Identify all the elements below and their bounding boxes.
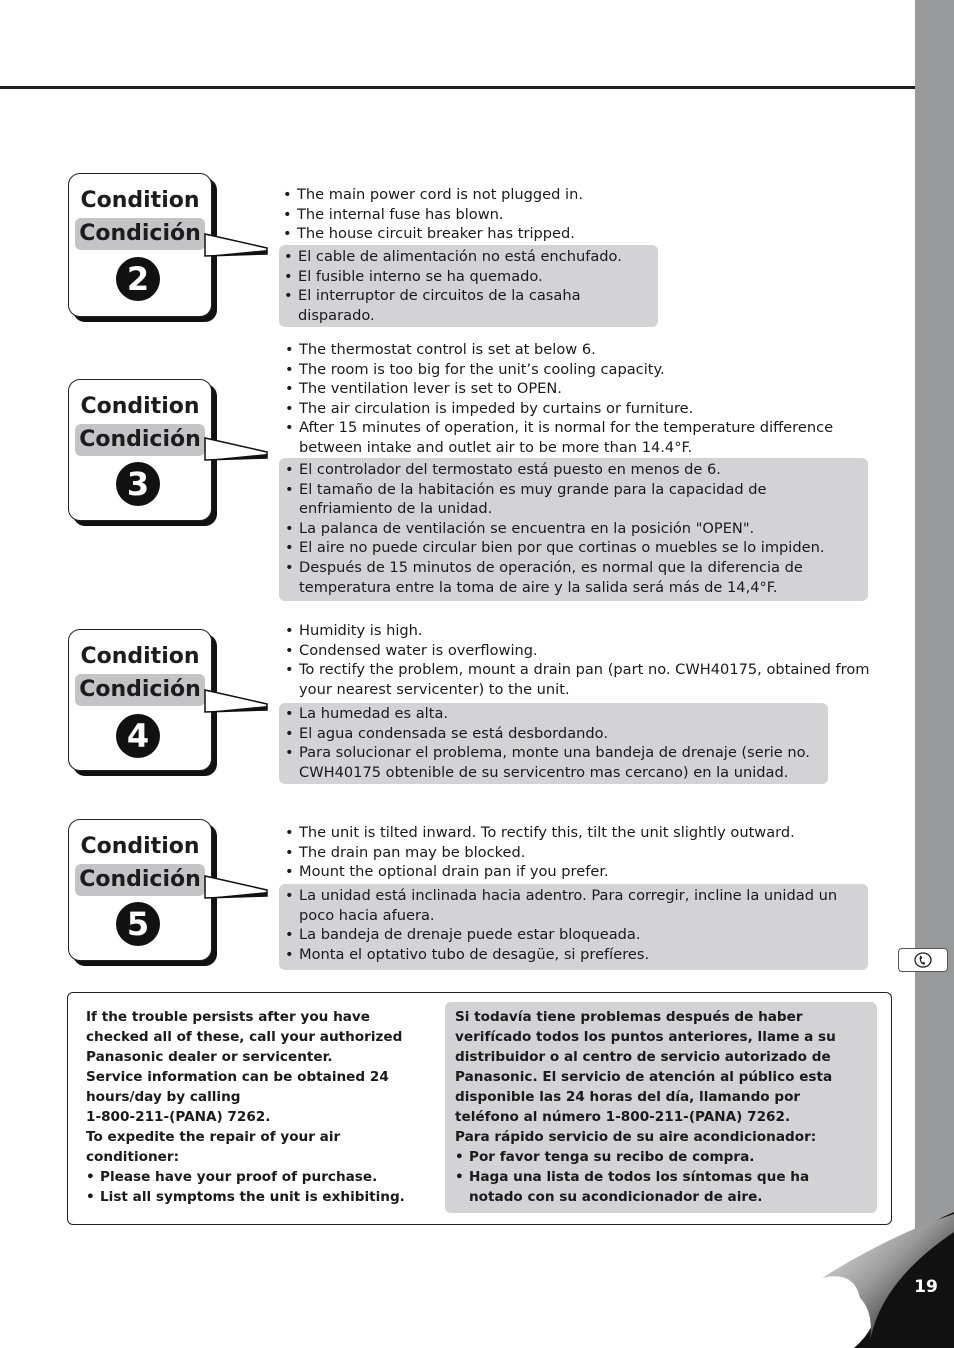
spanish-symptom-list <box>279 703 828 784</box>
condition-card-5 <box>68 819 212 961</box>
spanish-symptom-list <box>279 884 868 970</box>
phone-icon <box>912 951 934 969</box>
condition-card-2 <box>68 173 212 317</box>
condition-title-es: Condición <box>75 674 205 706</box>
condition-number-badge: 2 <box>116 257 160 301</box>
condition-title-en: Condition <box>80 188 200 213</box>
notice-paragraph: To expedite the repair of your air conditioner: <box>86 1129 341 1165</box>
callout-pointer <box>205 686 269 726</box>
list-item: • Para solucionar el problema, monte una bandeja de drenaje (serie no. CWH40175 obtenible de su servicentro mas cercano) en la unidad. <box>283 743 823 782</box>
notice-bullet: • Haga una lista de todos los síntomas que ha notado con su acondicionador de aire. <box>455 1167 867 1207</box>
list-item: • The air circulation is impeded by curtains or furniture. <box>283 399 853 419</box>
notice-bullet: • Please have your proof of purchase. <box>86 1167 428 1187</box>
page-number: 19 <box>914 1277 938 1297</box>
callout-pointer <box>205 872 269 912</box>
list-item: • La bandeja de drenaje puede estar bloqueada. <box>283 925 863 945</box>
list-item: • The room is too big for the unit’s cooling capacity. <box>283 360 853 380</box>
condition-card-4 <box>68 629 212 771</box>
condition-title-en: Condition <box>80 394 200 419</box>
notice-phone-number: 1-800-211-(PANA) 7262. <box>86 1109 271 1125</box>
notice-bullet: • Por favor tenga su recibo de compra. <box>455 1147 867 1167</box>
notice-bullet: • List all symptoms the unit is exhibiting. <box>86 1187 428 1207</box>
callout-pointer <box>205 230 269 270</box>
notice-paragraph: If the trouble persists after you have checked all of these, call your authorized Panasonic dealer or servicenter. <box>86 1009 403 1065</box>
condition-number-badge: 5 <box>116 902 160 946</box>
list-item: • The house circuit breaker has tripped. <box>281 224 701 244</box>
callout-pointer <box>205 434 269 474</box>
condition-title-en: Condition <box>80 644 200 669</box>
list-item: • El tamaño de la habitación es muy grande para la capacidad de enfriamiento de la unidad. <box>283 480 863 519</box>
condition-title-es: Condición <box>75 218 205 250</box>
spanish-symptom-list <box>279 245 658 327</box>
service-notice-english <box>86 1007 428 1207</box>
english-symptom-list <box>283 823 883 882</box>
notice-paragraph: Para rápido servicio de su aire acondicionador: <box>455 1129 817 1145</box>
phone-tab <box>898 948 948 972</box>
list-item: • After 15 minutes of operation, it is normal for the temperature difference between intake and outlet air to be more than 14.4°F. <box>283 418 853 457</box>
condition-title-es: Condición <box>75 424 205 456</box>
condition-number-badge: 3 <box>116 462 160 506</box>
notice-paragraph: Service information can be obtained 24 hours/day by calling <box>86 1069 389 1105</box>
spanish-symptom-list <box>279 458 868 601</box>
condition-card-3 <box>68 379 212 521</box>
condition-title-es: Condición <box>75 864 205 896</box>
list-item: • El cable de alimentación no está enchufado. <box>282 247 655 267</box>
list-item: • El fusible interno se ha quemado. <box>282 267 655 287</box>
list-item: • Humidity is high. <box>283 621 873 641</box>
service-notice-spanish <box>445 1002 877 1213</box>
list-item: • The internal fuse has blown. <box>281 205 701 225</box>
english-symptom-list <box>281 185 701 244</box>
side-tab-bar <box>915 0 954 1348</box>
list-item: • To rectify the problem, mount a drain pan (part no. CWH40175, obtained from your nearest servicenter) to the unit. <box>283 660 873 699</box>
list-item: • Después de 15 minutos de operación, es normal que la diferencia de temperatura entre la toma de aire y la salida será más de 14,4°F. <box>283 558 863 597</box>
list-item: • The unit is tilted inward. To rectify this, tilt the unit slightly outward. <box>283 823 883 843</box>
header-rule <box>0 86 915 89</box>
list-item: • La humedad es alta. <box>283 704 823 724</box>
english-symptom-list <box>283 340 853 458</box>
list-item: • El interruptor de circuitos de la casaha disparado. <box>282 286 655 325</box>
list-item: • The main power cord is not plugged in. <box>281 185 701 205</box>
notice-paragraph: Si todavía tiene problemas después de haber verifícado todos los puntos anteriores, llame a su distribuidor o al centro de servicio autorizado de Panasonic. El servicio de atención al público esta disponible las 24 horas del día, llamando por teléfono al número 1-800-211-(PANA) 7262. <box>455 1009 836 1125</box>
condition-title-en: Condition <box>80 834 200 859</box>
condition-number-badge: 4 <box>116 714 160 758</box>
list-item: • Mount the optional drain pan if you prefer. <box>283 862 883 882</box>
list-item: • Condensed water is overflowing. <box>283 641 873 661</box>
list-item: • The drain pan may be blocked. <box>283 843 883 863</box>
list-item: • El agua condensada se está desbordando. <box>283 724 823 744</box>
list-item: • The ventilation lever is set to OPEN. <box>283 379 853 399</box>
list-item: • La palanca de ventilación se encuentra en la posición "OPEN". <box>283 519 863 539</box>
list-item: • El controlador del termostato está puesto en menos de 6. <box>283 460 863 480</box>
english-symptom-list <box>283 621 873 699</box>
list-item: • El aire no puede circular bien por que cortinas o muebles se lo impiden. <box>283 538 863 558</box>
list-item: • La unidad está inclinada hacia adentro. Para corregir, incline la unidad un poco hacia afuera. <box>283 886 863 925</box>
list-item: • Monta el optativo tubo de desagüe, si prefíeres. <box>283 945 863 965</box>
service-notice-box <box>67 992 892 1225</box>
list-item: • The thermostat control is set at below 6. <box>283 340 853 360</box>
